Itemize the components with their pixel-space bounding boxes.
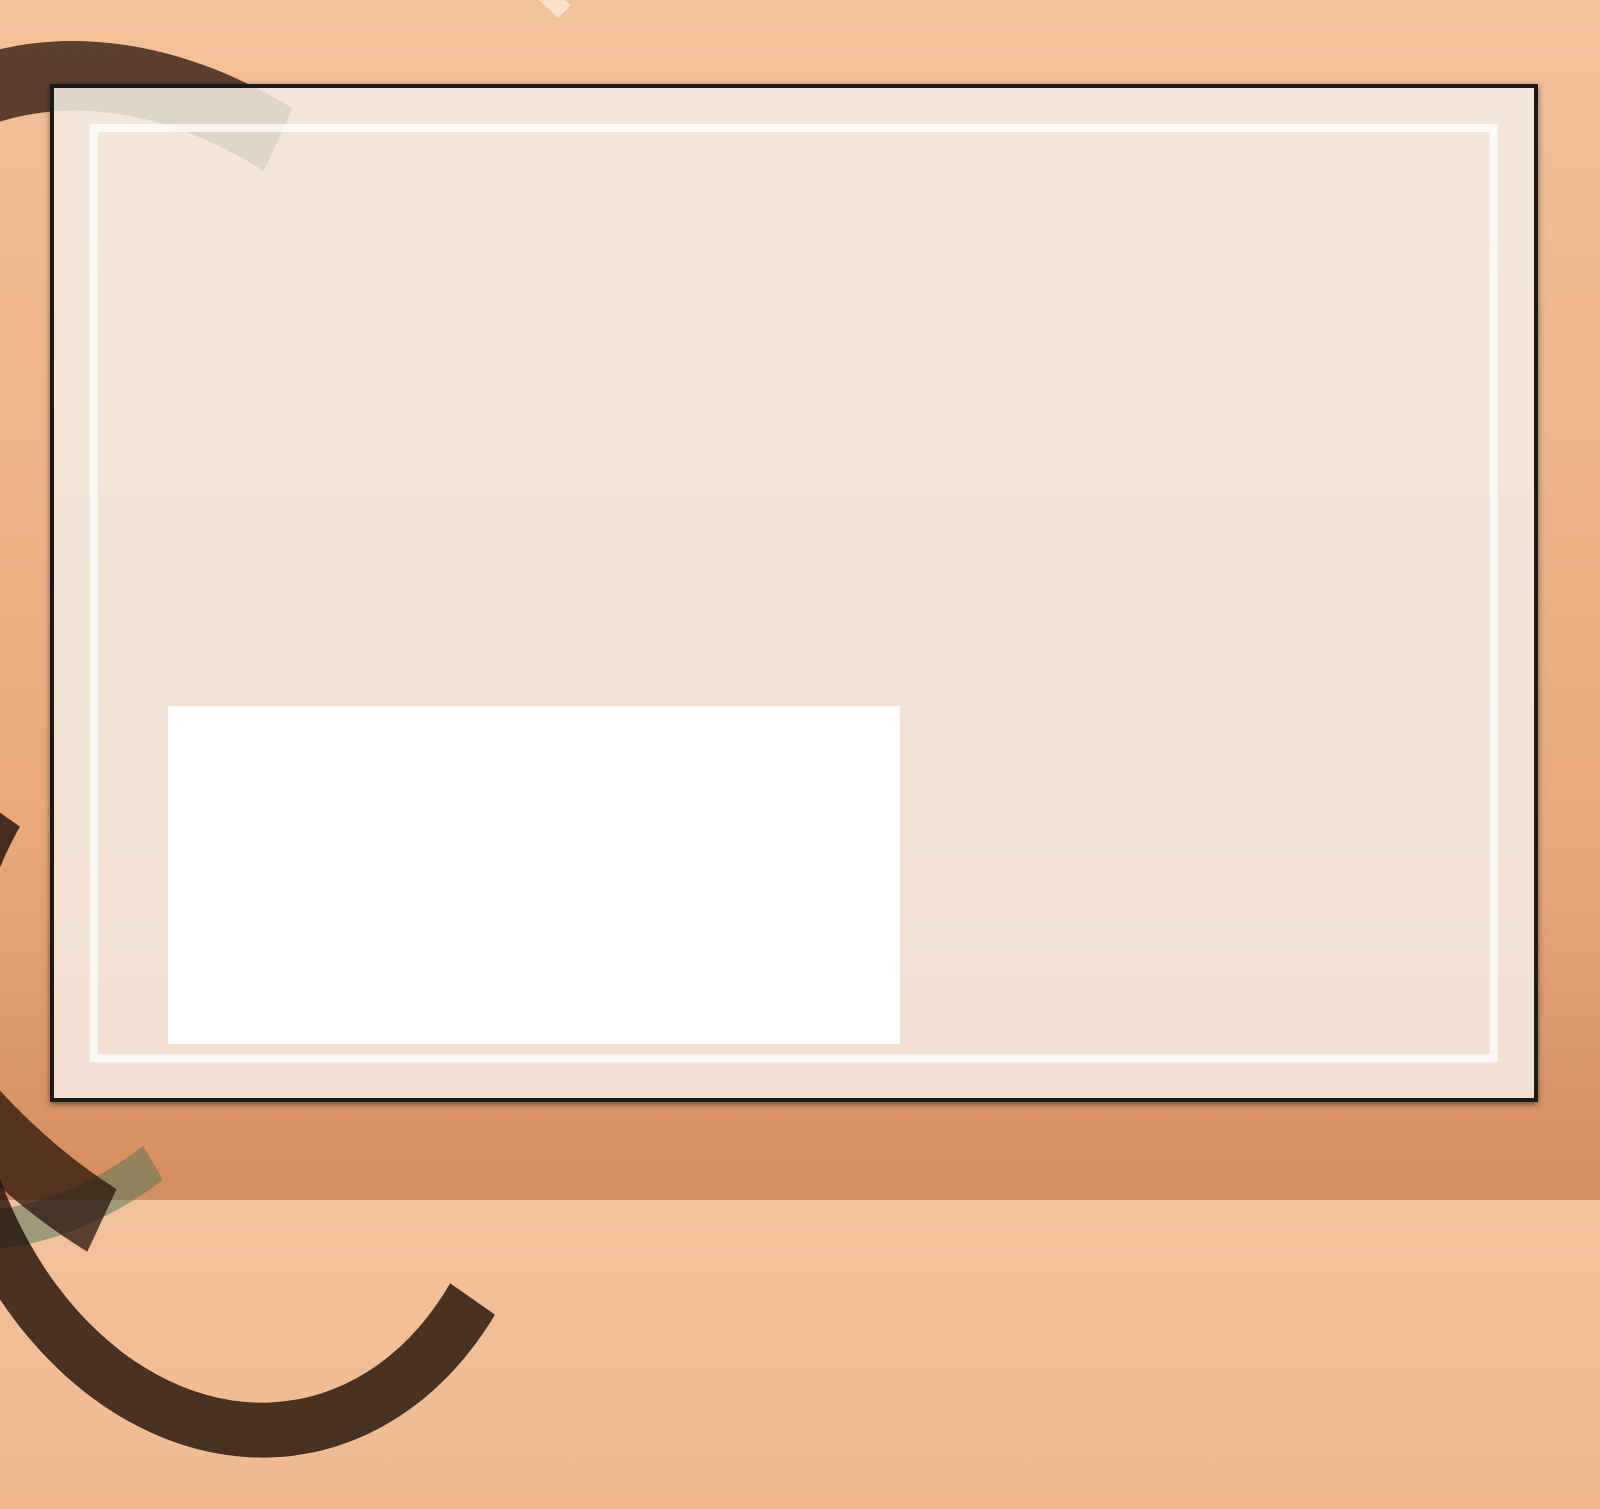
noise-spectrum-chart — [168, 706, 900, 1044]
noise-spectrum-figure — [168, 706, 900, 1044]
formula-gap — [110, 232, 1478, 264]
slide-body — [110, 232, 1478, 264]
